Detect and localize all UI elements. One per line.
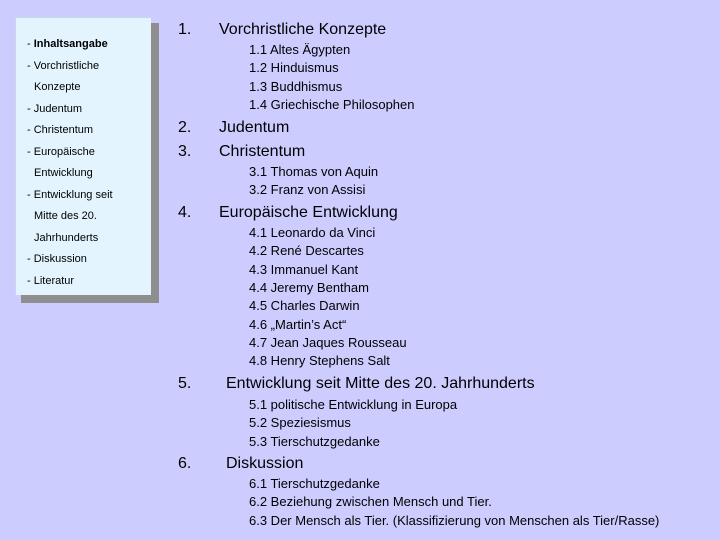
toc-subsection[interactable]: 3.1 Thomas von Aquin	[249, 164, 379, 179]
toc-section-title: Europäische Entwicklung	[219, 204, 398, 221]
sidebar-item-label: Inhaltsangabe	[33, 38, 108, 50]
sidebar-item-label: Europäische	[33, 145, 95, 158]
sidebar-item-label: Judentum	[33, 102, 83, 115]
toc-section-3[interactable]	[178, 143, 306, 161]
toc-section-number: 6.	[178, 455, 192, 472]
toc-section-2[interactable]	[178, 119, 290, 137]
toc-subsection[interactable]: 6.3 Der Mensch als Tier. (Klassifizierung von Menschen als Tier/Rasse)	[249, 512, 660, 528]
toc-subsection[interactable]: 5.2 Speziesismus	[249, 415, 351, 431]
sidebar-item-dash: -	[27, 124, 34, 136]
toc-subsection[interactable]: 4.2 René Descartes	[249, 243, 364, 259]
toc-section-5[interactable]	[178, 375, 535, 393]
toc-subsection[interactable]: 6.2 Beziehung zwischen Mensch und Tier.	[249, 494, 492, 510]
toc-section-title: Vorchristliche Konzepte	[219, 21, 387, 38]
sidebar-item-dash: -	[27, 188, 34, 201]
sidebar-item-label: Jahrhunderts	[34, 231, 99, 244]
toc-subsection[interactable]: 5.1 politische Entwicklung in Europa	[249, 397, 458, 412]
sidebar-item-dash: -	[27, 145, 34, 158]
toc-subsection[interactable]: 1.2 Hinduismus	[249, 60, 339, 76]
toc-section-number: 1.	[178, 21, 192, 38]
sidebar-item-dash: -	[27, 38, 34, 50]
toc-section-title: Judentum	[219, 119, 290, 136]
toc-subsection[interactable]: 5.3 Tierschutzgedanke	[249, 433, 380, 449]
toc-subsection[interactable]: 3.2 Franz von Assisi	[249, 182, 366, 198]
sidebar-item-label: Literatur	[33, 274, 75, 287]
sidebar-item-dash: -	[27, 102, 34, 115]
sidebar-item-label: Vorchristliche	[33, 59, 100, 72]
toc-subsection[interactable]: 4.7 Jean Jaques Rousseau	[249, 334, 407, 350]
toc-subsection[interactable]: 4.3 Immanuel Kant	[249, 261, 359, 277]
toc-section-number: 5.	[178, 375, 192, 392]
sidebar-item-dash: -	[27, 253, 34, 265]
sidebar-item-label: Entwicklung seit	[33, 188, 113, 201]
toc-subsection[interactable]: 4.1 Leonardo da Vinci	[249, 225, 376, 240]
toc-subsection[interactable]: 1.1 Altes Ägypten	[249, 42, 351, 57]
sidebar-item-label: Diskussion	[33, 253, 87, 265]
toc-section-number: 2.	[178, 119, 192, 136]
toc-section-6[interactable]	[178, 455, 304, 473]
sidebar-item-label: Konzepte	[34, 81, 81, 93]
toc-section-number: 4.	[178, 204, 192, 221]
toc-section-title: Entwicklung seit Mitte des 20. Jahrhunderts	[226, 375, 535, 392]
toc-subsection[interactable]: 4.8 Henry Stephens Salt	[249, 353, 390, 369]
sidebar-item-dash: -	[27, 274, 34, 287]
toc-subsection[interactable]: 6.1 Tierschutzgedanke	[249, 476, 380, 491]
sidebar-item-label: Mitte des 20.	[34, 210, 97, 222]
toc-subsection[interactable]: 4.4 Jeremy Bentham	[249, 279, 369, 295]
sidebar-item-label: Entwicklung	[34, 167, 93, 179]
toc-section-title: Diskussion	[226, 455, 304, 472]
toc-subsection[interactable]: 4.5 Charles Darwin	[249, 298, 360, 314]
sidebar-item-dash: -	[27, 59, 34, 72]
toc-subsection[interactable]: 4.6 „Martin’s Act“	[249, 316, 347, 332]
sidebar-item-label: Christentum	[33, 124, 94, 136]
toc-section-number: 3.	[178, 143, 192, 160]
toc-section-1[interactable]	[178, 21, 387, 39]
toc-section-title: Christentum	[219, 143, 306, 160]
toc-subsection[interactable]: 1.4 Griechische Philosophen	[249, 96, 415, 112]
toc-subsection[interactable]: 1.3 Buddhismus	[249, 78, 343, 94]
toc-section-4[interactable]	[178, 204, 398, 222]
